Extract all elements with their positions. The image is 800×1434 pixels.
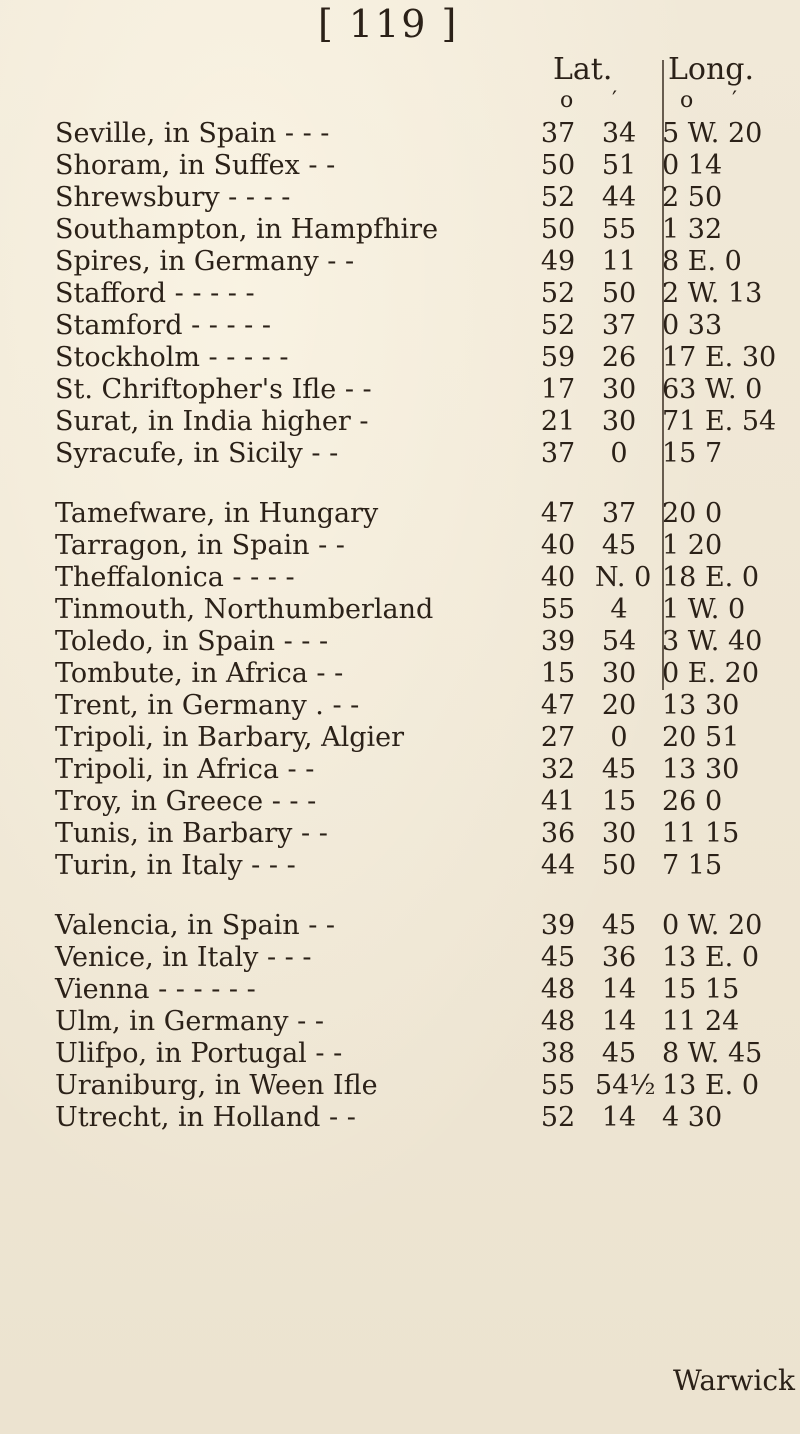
table-row: [55, 594, 795, 626]
place-name: Stafford - - - - -: [55, 278, 255, 309]
latitude-degrees: 48: [540, 974, 576, 1005]
longitude: 13 30: [662, 690, 740, 721]
longitude: 3 W. 40: [662, 626, 763, 657]
latitude-degrees: 38: [540, 1038, 576, 1069]
latitude-degrees: 52: [540, 182, 576, 213]
table-row: [55, 278, 795, 310]
table-row: [55, 974, 795, 1006]
table-row: [55, 1006, 795, 1038]
lat-degree-symbol: o: [560, 88, 574, 113]
latitude-degrees: 37: [540, 438, 576, 469]
latitude-degrees: 55: [540, 1070, 576, 1101]
table-row: [55, 626, 795, 658]
longitude: 71 E. 54: [662, 406, 777, 437]
latitude-degrees: 59: [540, 342, 576, 373]
latitude-minutes: 30: [601, 374, 637, 405]
place-name: Tunis, in Barbary - -: [55, 818, 328, 849]
place-name: Uraniburg, in Ween Ifle: [55, 1070, 378, 1101]
table-row: [55, 850, 795, 882]
table-row: [55, 942, 795, 974]
coordinates-table: [55, 118, 795, 1162]
longitude: 13 E. 0: [662, 942, 759, 973]
table-row: [55, 1038, 795, 1070]
longitude: 15 15: [662, 974, 740, 1005]
place-name: Tripoli, in Africa - -: [55, 754, 315, 785]
latitude-minutes: 44: [601, 182, 637, 213]
table-row: [55, 1070, 795, 1102]
latitude-minutes: 30: [601, 658, 637, 689]
latitude-degrees: 48: [540, 1006, 576, 1037]
longitude: 7 15: [662, 850, 723, 881]
latitude-degrees: 27: [540, 722, 576, 753]
table-row: [55, 182, 795, 214]
catchword: Warwick: [673, 1364, 795, 1397]
place-name: Theffalonica - - - -: [55, 562, 295, 593]
place-name: Utrecht, in Holland - -: [55, 1102, 356, 1133]
table-row: [55, 786, 795, 818]
place-name: Tinmouth, Northumberland: [55, 594, 434, 625]
latitude-degrees: 37: [540, 118, 576, 149]
latitude-degrees: 49: [540, 246, 576, 277]
latitude-degrees: 47: [540, 498, 576, 529]
table-row: [55, 562, 795, 594]
table-row: [55, 374, 795, 406]
latitude-degrees: 45: [540, 942, 576, 973]
place-name: Spires, in Germany - -: [55, 246, 355, 277]
latitude-degrees: 32: [540, 754, 576, 785]
latitude-minutes: 50: [601, 850, 637, 881]
latitude-degrees: 55: [540, 594, 576, 625]
lat-header: Lat.: [553, 52, 613, 87]
place-name: Turin, in Italy - - -: [55, 850, 296, 881]
place-name: Toledo, in Spain - - -: [55, 626, 329, 657]
longitude: 17 E. 30: [662, 342, 777, 373]
table-row: [55, 246, 795, 278]
latitude-degrees: 39: [540, 626, 576, 657]
place-name: Surat, in India higher -: [55, 406, 369, 437]
place-name: Stockholm - - - - -: [55, 342, 289, 373]
latitude-minutes: 20: [601, 690, 637, 721]
table-row: [55, 118, 795, 150]
latitude-minutes: 37: [601, 498, 637, 529]
latitude-degrees: 41: [540, 786, 576, 817]
column-header: [0, 52, 800, 122]
lat-minute-symbol: ′: [612, 88, 617, 113]
latitude-minutes: 30: [601, 406, 637, 437]
table-row: [55, 438, 795, 470]
table-row: [55, 150, 795, 182]
longitude: 11 15: [662, 818, 740, 849]
longitude: 0 33: [662, 310, 723, 341]
place-name: Syracufe, in Sicily - -: [55, 438, 339, 469]
latitude-minutes: 54½: [595, 1070, 656, 1101]
latitude-minutes: 14: [601, 1102, 637, 1133]
longitude: 13 30: [662, 754, 740, 785]
table-row: [55, 498, 795, 530]
latitude-minutes: 30: [601, 818, 637, 849]
longitude: 15 7: [662, 438, 723, 469]
latitude-minutes: 4: [610, 594, 628, 625]
table-row: [55, 342, 795, 374]
latitude-minutes: 0: [610, 438, 628, 469]
latitude-minutes: 14: [601, 974, 637, 1005]
place-name: Shoram, in Suffex - -: [55, 150, 336, 181]
place-name: Troy, in Greece - - -: [55, 786, 317, 817]
page-number: [ 119 ]: [318, 2, 459, 46]
longitude: 11 24: [662, 1006, 740, 1037]
place-name: Tarragon, in Spain - -: [55, 530, 345, 561]
longitude: 4 30: [662, 1102, 723, 1133]
latitude-minutes: 37: [601, 310, 637, 341]
place-name: Stamford - - - - -: [55, 310, 272, 341]
latitude-minutes: 0: [610, 722, 628, 753]
place-name: Valencia, in Spain - -: [55, 910, 336, 941]
latitude-minutes: 45: [601, 530, 637, 561]
entry-group: [55, 498, 795, 882]
latitude-degrees: 40: [540, 562, 576, 593]
latitude-minutes: 54: [601, 626, 637, 657]
latitude-minutes: N. 0: [595, 562, 652, 593]
place-name: Tamefware, in Hungary: [55, 498, 379, 529]
longitude: 0 14: [662, 150, 723, 181]
place-name: Southampton, in Hampfhire: [55, 214, 439, 245]
latitude-minutes: 36: [601, 942, 637, 973]
long-header: Long.: [668, 52, 755, 87]
entry-group: [55, 118, 795, 470]
latitude-minutes: 15: [601, 786, 637, 817]
latitude-minutes: 45: [601, 910, 637, 941]
longitude: 8 W. 45: [662, 1038, 763, 1069]
table-row: [55, 530, 795, 562]
place-name: Ulm, in Germany - -: [55, 1006, 324, 1037]
longitude: 1 20: [662, 530, 723, 561]
table-row: [55, 722, 795, 754]
longitude: 2 50: [662, 182, 723, 213]
table-row: [55, 214, 795, 246]
longitude: 2 W. 13: [662, 278, 763, 309]
longitude: 26 0: [662, 786, 723, 817]
latitude-minutes: 55: [601, 214, 637, 245]
longitude: 18 E. 0: [662, 562, 759, 593]
long-degree-symbol: o: [680, 88, 694, 113]
latitude-minutes: 26: [601, 342, 637, 373]
table-row: [55, 910, 795, 942]
longitude: 1 W. 0: [662, 594, 746, 625]
longitude: 20 51: [662, 722, 740, 753]
latitude-degrees: 36: [540, 818, 576, 849]
latitude-degrees: 50: [540, 150, 576, 181]
table-row: [55, 658, 795, 690]
table-row: [55, 754, 795, 786]
place-name: Seville, in Spain - - -: [55, 118, 330, 149]
latitude-degrees: 21: [540, 406, 576, 437]
latitude-degrees: 39: [540, 910, 576, 941]
longitude: 8 E. 0: [662, 246, 742, 277]
place-name: Ulifpo, in Portugal - -: [55, 1038, 343, 1069]
table-row: [55, 310, 795, 342]
longitude: 0 E. 20: [662, 658, 759, 689]
latitude-minutes: 51: [601, 150, 637, 181]
latitude-minutes: 45: [601, 1038, 637, 1069]
latitude-degrees: 17: [540, 374, 576, 405]
latitude-degrees: 50: [540, 214, 576, 245]
latitude-minutes: 11: [601, 246, 637, 277]
table-row: [55, 818, 795, 850]
place-name: St. Chriftopher's Ifle - -: [55, 374, 372, 405]
latitude-degrees: 52: [540, 278, 576, 309]
place-name: Venice, in Italy - - -: [55, 942, 312, 973]
latitude-degrees: 44: [540, 850, 576, 881]
longitude: 13 E. 0: [662, 1070, 759, 1101]
table-row: [55, 406, 795, 438]
entry-group: [55, 910, 795, 1134]
latitude-degrees: 40: [540, 530, 576, 561]
latitude-degrees: 15: [540, 658, 576, 689]
table-row: [55, 1102, 795, 1134]
latitude-degrees: 52: [540, 1102, 576, 1133]
place-name: Trent, in Germany . - -: [55, 690, 360, 721]
latitude-degrees: 52: [540, 310, 576, 341]
long-minute-symbol: ′: [732, 88, 737, 113]
longitude: 1 32: [662, 214, 723, 245]
latitude-minutes: 50: [601, 278, 637, 309]
latitude-minutes: 34: [601, 118, 637, 149]
longitude: 0 W. 20: [662, 910, 763, 941]
place-name: Tripoli, in Barbary, Algier: [55, 722, 405, 753]
place-name: Shrewsbury - - - -: [55, 182, 291, 213]
place-name: Vienna - - - - - -: [55, 974, 256, 1005]
latitude-minutes: 45: [601, 754, 637, 785]
table-row: [55, 690, 795, 722]
longitude: 5 W. 20: [662, 118, 763, 149]
place-name: Tombute, in Africa - -: [55, 658, 344, 689]
longitude: 63 W. 0: [662, 374, 763, 405]
latitude-degrees: 47: [540, 690, 576, 721]
longitude: 20 0: [662, 498, 723, 529]
latitude-minutes: 14: [601, 1006, 637, 1037]
